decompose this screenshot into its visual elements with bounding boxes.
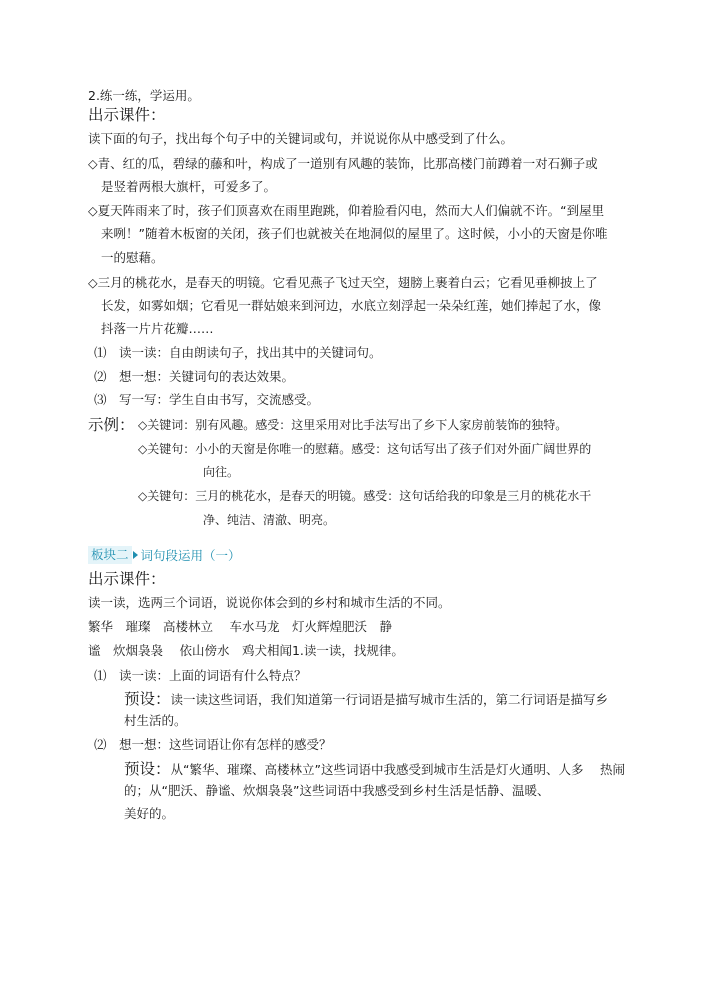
sentence-2-line-3: 一的慰藉。 (101, 250, 164, 265)
sentence-2-line-1: ◇夏天阵雨来了时，孩子们顶喜欢在雨里跑跳，仰着脸看闪电，然而大人们偏就不许。“到屋里 (88, 203, 605, 218)
answer-2-label: 预设： (124, 760, 171, 778)
section-tag-label: 板块二 (88, 546, 132, 564)
example-3-line-2: 净、纯洁、清澈、明亮。 (203, 513, 336, 527)
sentence-3-line-1: ◇三月的桃花水，是春天的明镜。它看见燕子飞过天空，翅膀上裹着白云；它看见垂柳披上了 (88, 275, 598, 290)
answer-1-label: 预设： (124, 690, 171, 708)
sentence-1-line-2: 是竖着两根大旗杆，可爱多了。 (101, 179, 277, 194)
step-read: ⑴ 读一读：自由朗读句子，找出其中的关键词句。 (94, 345, 382, 360)
example-2-line-2: 向往。 (203, 465, 240, 479)
section-tag-arrow-icon (133, 551, 138, 559)
step-think: ⑵ 想一想：关键词句的表达效果。 (94, 369, 295, 384)
answer-2-line-1 (124, 759, 625, 780)
instruction-text-2: 读一读，选两三个词语，说说你体会到的乡村和城市生活的不同。 (88, 595, 451, 610)
answer-1-line-2: 村生活的。 (124, 713, 187, 728)
answer-2-text: 从“繁华、璀璨、高楼林立”这些词语中我感受到城市生活是灯火通明、人多 热闹 (170, 762, 625, 777)
sentence-2-line-2: 来咧！”随着木板窗的关闭，孩子们也就被关在地洞似的屋里了。这时候，小小的天窗是你唯 (101, 226, 608, 241)
question-1: ⑴ 读一读：上面的词语有什么特点？ (94, 668, 307, 683)
word-list-line-1: 繁华 璀璨 高楼林立 车水马龙 灯火辉煌肥沃 静 (88, 619, 392, 634)
instruction-text: 读下面的句子，找出每个句子中的关键词或句，并说说你从中感受到了什么。 (88, 131, 514, 146)
sentence-1-line-1: ◇青、红的瓜，碧绿的藤和叶，构成了一道别有风趣的装饰，比那高楼门前蹲着一对石狮子或 (88, 156, 598, 171)
answer-1-line-1 (124, 689, 608, 710)
answer-2-line-3: 美好的。 (124, 806, 175, 821)
example-2-line-1: ◇关键句：小小的天窗是你唯一的慰藉。感受：这句话写出了孩子们对外面广阔世界的 (138, 442, 592, 456)
question-2: ⑵ 想一想：这些词语让你有怎样的感受？ (94, 737, 332, 752)
answer-1-text: 读一读这些词语，我们知道第一行词语是描写城市生活的，第二行词语是描写乡 (170, 692, 609, 707)
section-tag-title: 词句段运用（一） (140, 548, 241, 563)
sentence-3-line-2: 长发，如雾如烟；它看见一群姑娘来到河边，水底立刻浮起一朵朵红莲，她们捧起了水，像 (101, 298, 602, 313)
courseware-label-2: 出示课件： (88, 570, 166, 588)
answer-2-line-2: 的；从“肥沃、静谧、炊烟袅袅”这些词语中我感受到乡村生活是恬静、温暖、 (124, 783, 550, 798)
step-write: ⑶ 写一写：学生自由书写，交流感受。 (94, 392, 320, 407)
example-label: 示例： (88, 416, 135, 434)
practice-heading: 2.练一练，学运用。 (88, 88, 200, 103)
sentence-3-line-3: 抖落一片片花瓣…… (101, 321, 214, 336)
example-3-line-1: ◇关键句：三月的桃花水，是春天的明镜。感受：这句话给我的印象是三月的桃花水干 (138, 489, 592, 503)
courseware-label: 出示课件： (88, 106, 166, 124)
section-tag (88, 545, 241, 565)
example-1: ◇关键词：别有风趣。感受：这里采用对比手法写出了乡下人家房前装饰的独特。 (138, 418, 568, 432)
word-list-line-2: 谧 炊烟袅袅 依山傍水 鸡犬相闻1.读一读，找规律。 (88, 643, 404, 658)
